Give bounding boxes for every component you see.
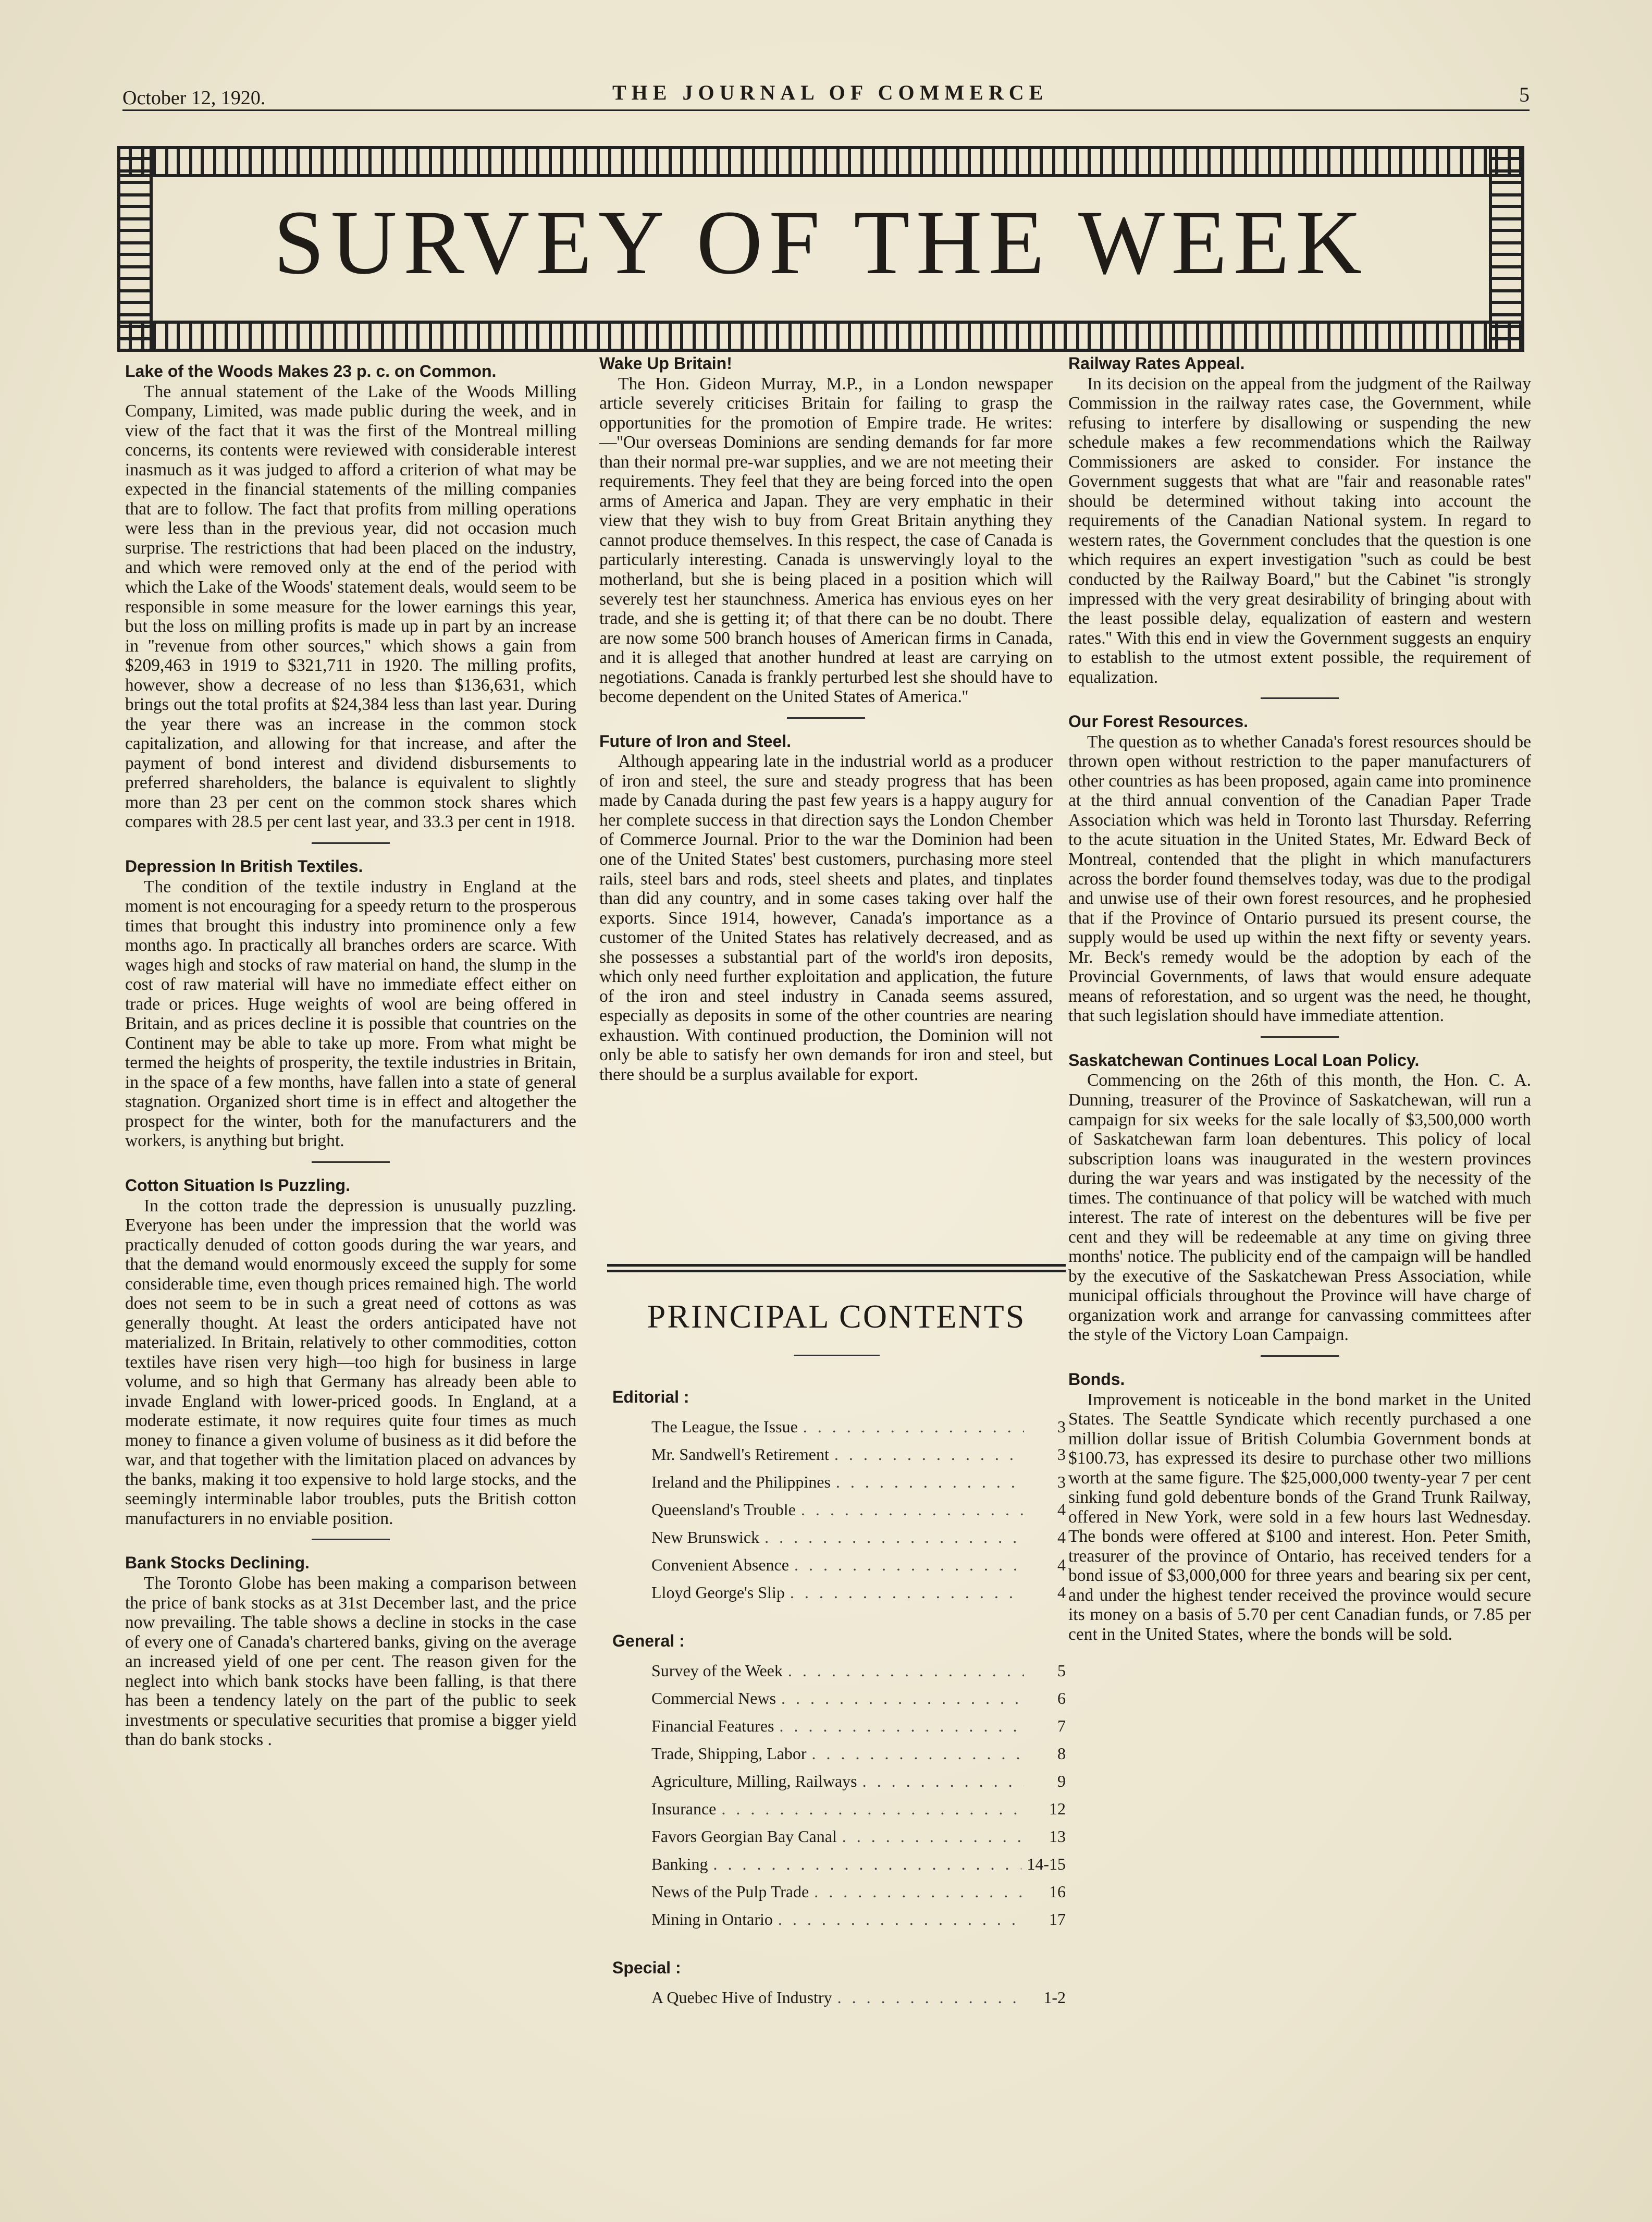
masthead xyxy=(122,77,1530,114)
contents-entry[interactable] xyxy=(607,1716,1066,1744)
dot-leader xyxy=(721,1799,1024,1819)
contents-entry-page: 6 xyxy=(1057,1689,1066,1708)
dot-leader xyxy=(778,1910,1024,1929)
contents-group-label: Editorial : xyxy=(612,1388,689,1406)
contents-entry-title: News of the Pulp Trade xyxy=(651,1882,809,1901)
contents-double-rule xyxy=(607,1264,1066,1272)
dot-leader xyxy=(765,1528,1024,1547)
article-separator xyxy=(1261,697,1339,699)
contents-entry-title: Survey of the Week xyxy=(651,1661,783,1680)
contents-entry[interactable] xyxy=(607,1772,1066,1799)
contents-entry[interactable] xyxy=(607,1799,1066,1827)
contents-separator xyxy=(794,1355,880,1356)
contents-entry[interactable] xyxy=(607,1445,1066,1472)
dot-leader xyxy=(834,1445,1024,1464)
dot-leader xyxy=(781,1689,1024,1708)
article-headline: Lake of the Woods Makes 23 p. c. on Common. xyxy=(125,362,497,380)
dot-leader xyxy=(790,1583,1024,1602)
contents-entry-title: Insurance xyxy=(651,1799,717,1818)
contents-entry-title: Banking xyxy=(651,1855,708,1873)
article-saskatchewan-loan xyxy=(1068,1051,1531,1345)
section-banner xyxy=(117,146,1524,352)
contents-entry-title: Commercial News xyxy=(651,1689,776,1708)
contents-entry-title: Ireland and the Philippines xyxy=(651,1472,831,1491)
contents-entry[interactable] xyxy=(607,1855,1066,1882)
contents-entry[interactable] xyxy=(607,1882,1066,1910)
contents-title: PRINCIPAL CONTENTS xyxy=(647,1298,1026,1335)
contents-entry-page: 16 xyxy=(1049,1882,1066,1901)
contents-entry-title: Trade, Shipping, Labor xyxy=(651,1744,807,1763)
page-number: 5 xyxy=(1519,83,1530,106)
contents-entry-page: 4 xyxy=(1057,1555,1066,1574)
article-body: The condition of the textile industry in England at the moment is not encouraging for a speedy return to the prosperous times that brought this industry into prominence only a few months ago. In practically all branches orders are scarce. With wages high and stocks of raw material on hand, the slump in the cost of raw material will have no immediate effect either on trade or prices. Huge weights of wool are being offered in Britain, and as prices decline it is possible that countries on the Continent may be able to take up more. From what might be termed the heights of prosperity, the textile industries in Britain, in the space of a few months, have fallen into a state of general stagnation. Organized short time is in effect and altogether the prospect for the winter, both for the manufacturers and the workers, is anything but bright. xyxy=(125,877,576,1151)
article-body: The annual statement of the Lake of the Woods Milling Company, Limited, was made public during the week, and in view of the fact that it was the first of the Montreal milling concerns, its contents were reviewed with considerable interest inasmuch as it was judged to afford a criterion of what may be expected in the financial statements of the milling companies that are to follow. The fact that profits from milling operations were less than in the previous year, did not occasion much surprise. The restrictions that had been placed on the industry, and which were removed only at the end of the period with which the Lake of the Woods' statement deals, would seem to be responsible in some measure for the lower earnings this year, but the loss on milling profits is made up in part by an increase in ''revenue from other sources,'' which shows a gain from $209,463 in 1919 to $321,711 in 1920. The milling profits, however, show a decrease of no less than $136,631, which brings out the total profits at $24,384 less than last year. During the year there was an increase in the common stock capitalization, and allowing for that increase, and after the payment of bond interest and dividend disbursements to preferred shareholders, the balance is equivalent to slightly more than 23 per cent on the common stock shares which compares with 28.5 per cent last year, and 33.3 per cent in 1918. xyxy=(125,382,576,832)
article-headline: Future of Iron and Steel. xyxy=(599,731,792,751)
contents-entry[interactable] xyxy=(607,1472,1066,1500)
contents-entry-title: Convenient Absence xyxy=(651,1555,789,1574)
greek-key-border-top xyxy=(117,146,1524,177)
article-separator xyxy=(312,1539,390,1540)
contents-entry-page: 17 xyxy=(1049,1910,1066,1929)
contents-entry[interactable] xyxy=(607,1689,1066,1716)
contents-entry-page: 4 xyxy=(1057,1500,1066,1519)
contents-entry-page: 4 xyxy=(1057,1528,1066,1546)
contents-entry-page: 13 xyxy=(1049,1827,1066,1846)
article-bank-stocks xyxy=(125,1554,576,1749)
dot-leader xyxy=(713,1855,1021,1874)
article-headline: Depression In British Textiles. xyxy=(125,856,363,876)
column-right xyxy=(1068,354,1531,1644)
contents-entry[interactable] xyxy=(607,1528,1066,1555)
principal-contents xyxy=(607,1264,1066,2016)
article-headline: Railway Rates Appeal. xyxy=(1068,354,1245,373)
dot-leader xyxy=(814,1882,1024,1901)
dot-leader xyxy=(836,1472,1024,1492)
article-headline: Bonds. xyxy=(1068,1369,1125,1389)
dot-leader xyxy=(862,1772,1024,1791)
article-bonds xyxy=(1068,1370,1531,1644)
article-forest-resources xyxy=(1068,713,1531,1026)
column-middle xyxy=(599,354,1053,1084)
contents-group-general xyxy=(607,1631,1066,1937)
article-headline: Saskatchewan Continues Local Loan Policy. xyxy=(1068,1050,1420,1070)
article-body: The Hon. Gideon Murray, M.P., in a London newspaper article severely criticises Britain for failing to grasp the opportunities for the promotion of Empire trade. He writes:—''Our overseas Dominions are sending demands for far more than their normal pre-war supplies, and we are not meeting their requirements. They feel that they are being forced into the open arms of America and Japan. They are very emphatic in their view that they wish to buy from Great Britain anything they cannot produce themselves. In this respect, the case of Canada is particularly interesting. Canada is unswervingly loyal to the motherland, but she is being placed in a position which will severely test her staunchness. America has envious eyes on her trade, and she is getting it; of that there can be no doubt. There are now some 500 branch houses of American firms in Canada, and it is alleged that another hundred at least are carrying on negotiations. Canada is frankly perturbed lest she should have to become dependent on the United States of America.'' xyxy=(599,374,1053,707)
contents-group-editorial xyxy=(607,1388,1066,1611)
contents-entry[interactable] xyxy=(607,1910,1066,1937)
article-separator xyxy=(787,717,865,719)
dot-leader xyxy=(842,1827,1024,1846)
section-title: SURVEY OF THE WEEK xyxy=(273,192,1369,293)
contents-entry-page: 4 xyxy=(1057,1583,1066,1602)
contents-group-special xyxy=(607,1958,1066,2016)
article-body: The question as to whether Canada's forest resources should be thrown open without restriction to the paper manufacturers of other countries as has been proposed, again came into prominence at the third annual convention of the Canadian Paper Trade Association which was held in Toronto last Thursday. Referring to the acute situation in the United States, Mr. Edward Beck of Montreal, contended that the plight in which manufacturers across the border found themselves today, was due to the prodigal and unwise use of their own forest resources, and he prophesied that if the Province of Ontario pursued its present course, the supply would be used up within the next fifty or seventy years. Mr. Beck's remedy would be the adoption by each of the Provincial Governments, of laws that would ensure adequate means of reforestation, and so urgent was the need, he thought, that such legislation should have immediate attention. xyxy=(1068,732,1531,1026)
article-body: Although appearing late in the industrial world as a producer of iron and steel, the sure and steady progress that has been made by Canada during the past few years is a happy augury for her complete success in that direction says the London Chember of Commerce Journal. Prior to the war the Dominion had been one of the United States' best customers, purchasing more steel rails, steel bars and rods, steel sheets and plates, and tinplates than did any country, and in some cases taking over half the exports. Since 1914, however, Canada's importance as a customer of the United States has relatively decreased, and as she possesses a substantial part of the world's iron deposits, which only need further exploitation and application, the future of the iron and steel industry in Canada seems assured, especially as deposits in some of the other countries are nearing exhaustion. With continued production, the Dominion will not only be able to satisfy her own demands for iron and steel, but there should be a surplus available for export. xyxy=(599,752,1053,1084)
contents-entry-title: Mining in Ontario xyxy=(651,1910,773,1929)
article-railway-rates xyxy=(1068,354,1531,687)
contents-entry-page: 3 xyxy=(1057,1472,1066,1491)
article-separator xyxy=(1261,1355,1339,1357)
article-separator xyxy=(1261,1036,1339,1038)
contents-entry[interactable] xyxy=(607,1827,1066,1855)
contents-entry-title: A Quebec Hive of Industry xyxy=(651,1988,832,2007)
contents-entry-title: Financial Features xyxy=(651,1716,774,1735)
contents-entry[interactable] xyxy=(607,1417,1066,1445)
dot-leader xyxy=(811,1744,1024,1763)
contents-entry-title: Mr. Sandwell's Retirement xyxy=(651,1445,829,1464)
contents-entry[interactable] xyxy=(607,1661,1066,1689)
contents-entry-title: Lloyd George's Slip xyxy=(651,1583,785,1602)
article-headline: Cotton Situation Is Puzzling. xyxy=(125,1175,350,1195)
article-headline: Bank Stocks Declining. xyxy=(125,1553,310,1573)
article-headline: Wake Up Britain! xyxy=(599,354,732,373)
column-left xyxy=(125,362,576,1750)
contents-entry-page: 12 xyxy=(1049,1799,1066,1818)
contents-entry-page: 1-2 xyxy=(1043,1988,1066,2007)
contents-entry-title: New Brunswick xyxy=(651,1528,760,1546)
dot-leader xyxy=(837,1988,1024,2007)
article-wake-up-britain xyxy=(599,354,1053,707)
dot-leader xyxy=(779,1716,1024,1736)
contents-entry[interactable] xyxy=(607,1500,1066,1528)
article-body: The Toronto Globe has been making a comparison between the price of bank stocks as at 31st December last, and the price now prevailing. The table shows a decline in stocks in the case of every one of Canada's chartered banks, giving on the average an increased yield of one per cent. The reason given for the neglect into which bank stocks have been falling, is that there has been a tendency lately on the part of the public to seek investments or speculative securities that promise a bigger yield than do bank stocks . xyxy=(125,1574,576,1750)
dot-leader xyxy=(794,1555,1024,1575)
article-separator xyxy=(312,1161,390,1163)
article-iron-and-steel xyxy=(599,732,1053,1085)
contents-entry-title: The League, the Issue xyxy=(651,1417,798,1436)
contents-entry-page: 3 xyxy=(1057,1417,1066,1436)
masthead-rule xyxy=(122,109,1530,111)
publication-title: THE JOURNAL OF COMMERCE xyxy=(612,81,1049,104)
contents-entry[interactable] xyxy=(607,1583,1066,1611)
contents-entry[interactable] xyxy=(607,1744,1066,1772)
contents-entry-title: Favors Georgian Bay Canal xyxy=(651,1827,837,1846)
contents-entry-page: 14-15 xyxy=(1027,1855,1066,1873)
contents-entry-page: 8 xyxy=(1057,1744,1066,1763)
article-body: Improvement is noticeable in the bond market in the United States. The Seattle Syndicate which recently purchased a one million dollar issue of British Columbia Government bonds at $100.73, has expressed its desire to purchase other two millions worth at the same figure. The $25,000,000 twenty-year 7 per cent sinking fund gold debenture bonds of the Grand Trunk Railway, offered in New York, were sold in a few hours last Wednesday. The bonds were offered at $100 and interest. Hon. Peter Smith, treasurer of the province of Ontario, has received tenders for a bond issue of $3,000,000 for three years and bearing six per cent, and under the highest tender received the province would secure its money on a basis of 5.70 per cent Canadian funds, or 7.85 per cent in the United States, where the bonds will be sold. xyxy=(1068,1390,1531,1644)
issue-date: October 12, 1920. xyxy=(122,87,266,109)
contents-entry-title: Queensland's Trouble xyxy=(651,1500,796,1519)
article-body: In its decision on the appeal from the judgment of the Railway Commission in the railway rates case, the Government, while refusing to interfere by disallowing or suspending the new schedule makes a few recommendations which the Railway Commissioners are asked to consider. For instance the Government suggests that what are ''fair and reasonable rates'' should be determined without taking into account the requirements of the Canadian National system. In regard to western rates, the Government concludes that the question is one which requires an expert investigation ''such as could be best conducted by the Railway Board,'' but the Cabinet ''is strongly impressed with the very great desirability of bringing about with the least possible delay, equalization of eastern and western rates.'' With this end in view the Government suggests an enquiry to establish to the utmost extent possible, the requirement of equalization. xyxy=(1068,374,1531,687)
article-headline: Our Forest Resources. xyxy=(1068,712,1248,731)
contents-group-label: Special : xyxy=(612,1958,681,1977)
article-cotton-situation xyxy=(125,1176,576,1529)
article-british-textiles xyxy=(125,857,576,1151)
dot-leader xyxy=(803,1417,1024,1437)
contents-entry[interactable] xyxy=(607,1555,1066,1583)
contents-entry-title: Agriculture, Milling, Railways xyxy=(651,1772,857,1790)
article-body: In the cotton trade the depression is unusually puzzling. Everyone has been under the impression that the world was practically denuded of cotton goods during the war years, and that the demand would enormously exceed the supply for some considerable time, even though prices remained high. The world does not seem to be in such a great need of cottons as was generally thought. At least the orders anticipated have not materialized. In Britain, relatively to other commodities, cotton textiles have risen very high—too high for business in large volume, and so high that Germany has already been able to invade England with lower-priced goods. In England, at a moderate estimate, it now requires quite four times as much money to finance a given volume of business as it did before the war, and that together with the limitation placed on advances by the banks, making it too expensive to hold large stocks, and the seemingly interminable labor troubles, puts the British cotton manufacturers in no enviable position. xyxy=(125,1196,576,1528)
dot-leader xyxy=(801,1500,1024,1519)
contents-entry-page: 9 xyxy=(1057,1772,1066,1790)
contents-entry-page: 7 xyxy=(1057,1716,1066,1735)
article-lake-of-the-woods xyxy=(125,362,576,832)
greek-key-border-bottom xyxy=(117,321,1524,352)
contents-group-label: General : xyxy=(612,1631,685,1650)
dot-leader xyxy=(788,1661,1024,1680)
contents-entry-page: 3 xyxy=(1057,1445,1066,1464)
contents-entry[interactable] xyxy=(607,1988,1066,2016)
contents-entry-page: 5 xyxy=(1057,1661,1066,1680)
article-body: Commencing on the 26th of this month, the Hon. C. A. Dunning, treasurer of the Province of Saskatchewan, will run a campaign for six weeks for the sale locally of $3,500,000 worth of Saskatchewan farm loan debentures. This policy of local subscription loans was inaugurated in the western provinces during the war years and was instigated by the necessity of the times. The continuance of that policy will be watched with much interest. The rate of interest on the debentures will be five per cent and they will be redeemable at any time on giving three months' notice. The publicity end of the campaign will be handled by the executive of the Saskatchewan Press Association, while municipal officials throughout the Province will have charge of organization work and arrange for canvassing committees after the style of the Victory Loan Campaign. xyxy=(1068,1071,1531,1345)
article-separator xyxy=(312,842,390,844)
